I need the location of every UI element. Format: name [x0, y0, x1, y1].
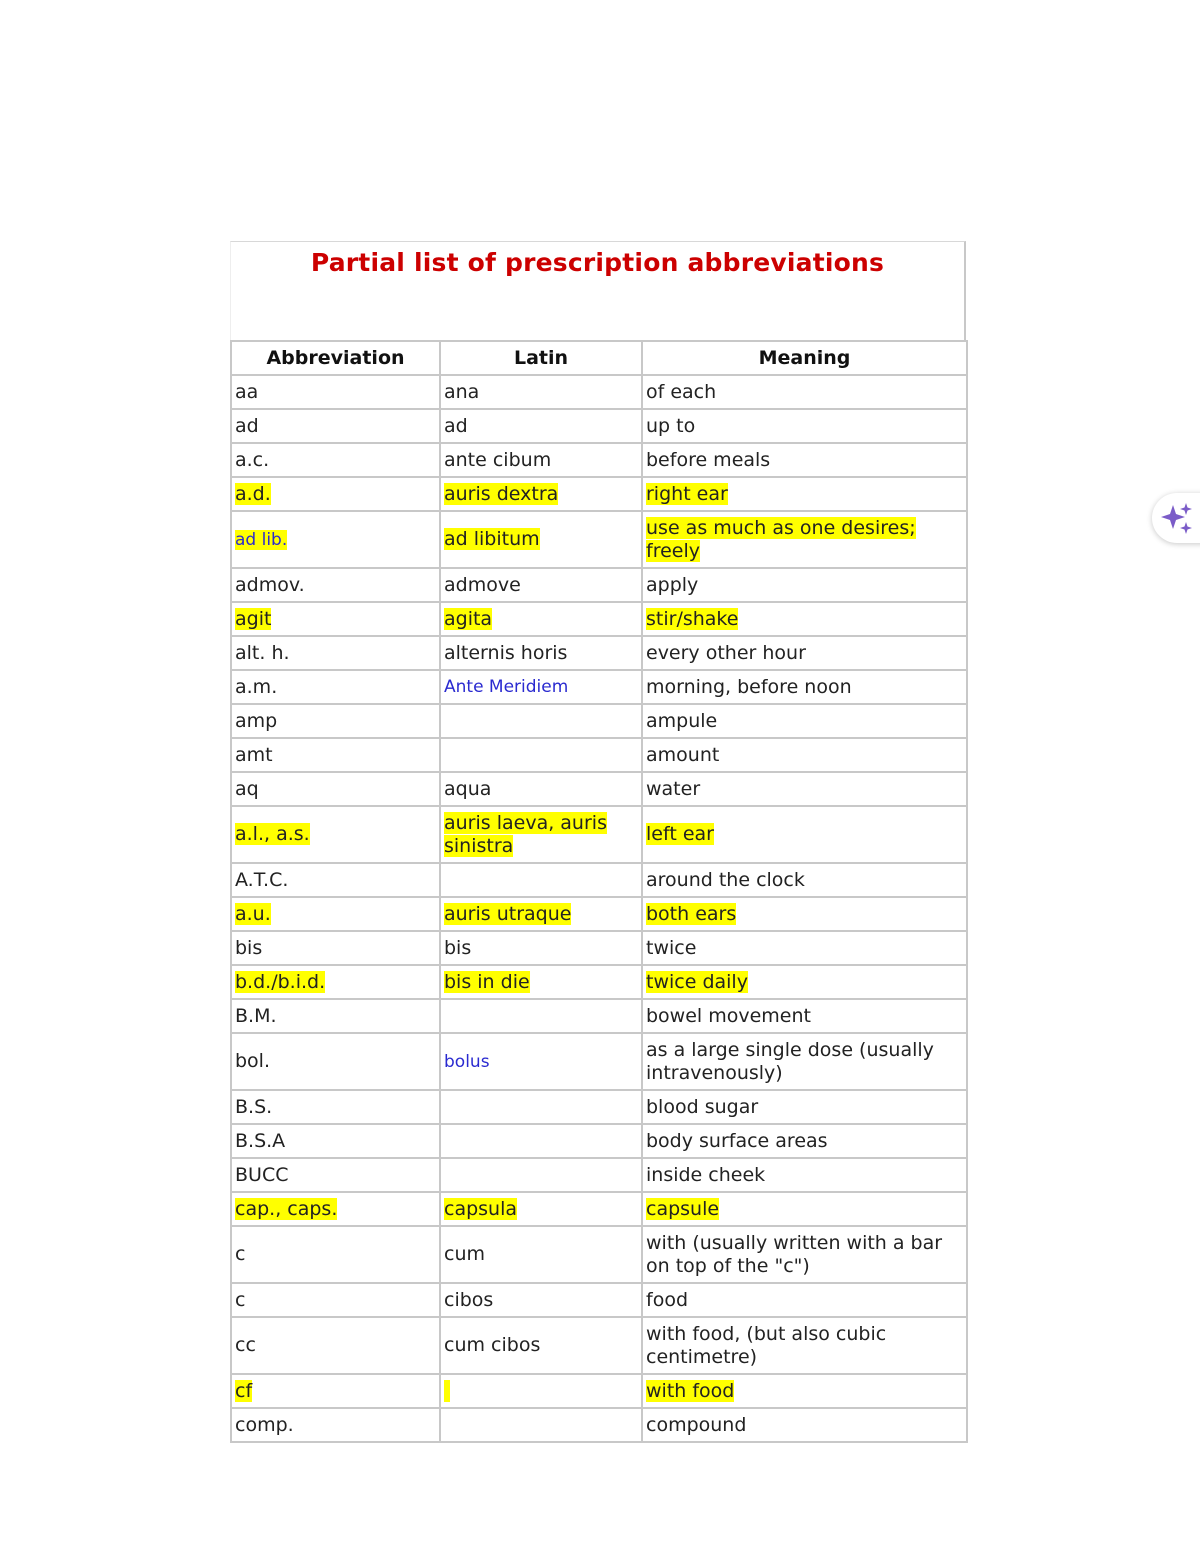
page-title: Partial list of prescription abbreviations [310, 248, 885, 277]
document [230, 241, 966, 1443]
abbreviation-cell [231, 1226, 440, 1283]
table-row [231, 704, 967, 738]
meaning-cell [642, 636, 967, 670]
latin-cell [440, 1283, 642, 1317]
meaning-cell [642, 738, 967, 772]
meaning-cell [642, 1158, 967, 1192]
table-row [231, 409, 967, 443]
meaning-cell [642, 897, 967, 931]
table-row [231, 1283, 967, 1317]
meaning-cell-text: amount [646, 743, 720, 766]
meaning-cell-text: up to [646, 414, 696, 437]
table-row [231, 375, 967, 409]
table-row [231, 443, 967, 477]
table-row [231, 1158, 967, 1192]
meaning-cell [642, 772, 967, 806]
abbreviation-cell [231, 965, 440, 999]
header-row [231, 341, 967, 375]
abbreviation-cell-text: B.S. [235, 1095, 273, 1118]
latin-cell-text: admove [444, 573, 521, 596]
ai-assistant-button[interactable] [1152, 493, 1200, 543]
meaning-cell [642, 931, 967, 965]
abbreviation-cell-text: a.d. [235, 482, 271, 505]
column-header-meaning: Meaning [642, 341, 967, 375]
meaning-cell [642, 1124, 967, 1158]
abbreviation-cell-text: c [235, 1288, 246, 1311]
latin-cell-text: ad [444, 414, 468, 437]
latin-cell [440, 1124, 642, 1158]
abbreviation-cell-text: B.M. [235, 1004, 277, 1027]
table-row [231, 863, 967, 897]
latin-cell [440, 1033, 642, 1090]
meaning-cell [642, 443, 967, 477]
meaning-cell [642, 1226, 967, 1283]
meaning-cell-text: food [646, 1288, 688, 1311]
meaning-cell [642, 568, 967, 602]
latin-cell [440, 1192, 642, 1226]
table-row [231, 738, 967, 772]
meaning-cell [642, 602, 967, 636]
abbreviation-cell [231, 806, 440, 863]
highlight-mark [444, 1380, 450, 1402]
latin-cell-text: auris laeva, auris sinistra [444, 811, 607, 857]
latin-cell [440, 863, 642, 897]
latin-cell-text: ana [444, 380, 480, 403]
meaning-cell-text: apply [646, 573, 699, 596]
table-row [231, 1408, 967, 1442]
table-row [231, 568, 967, 602]
meaning-cell-text: before meals [646, 448, 771, 471]
abbreviation-cell-text: admov. [235, 573, 305, 596]
meaning-cell [642, 1033, 967, 1090]
abbreviation-cell-text: alt. h. [235, 641, 290, 664]
meaning-cell-text: with (usually written with a bar on top of the "c") [646, 1231, 943, 1277]
table-row [231, 670, 967, 704]
table-row [231, 1090, 967, 1124]
sparkle-icon [1160, 502, 1194, 536]
abbreviation-cell-text: cc [235, 1334, 256, 1356]
abbreviation-cell [231, 1408, 440, 1442]
meaning-cell-text: ampule [646, 709, 718, 732]
meaning-cell [642, 1317, 967, 1374]
latin-cell-text[interactable]: bolus [444, 1051, 490, 1072]
meaning-cell-text: morning, before noon [646, 675, 852, 698]
meaning-cell-text: left ear [646, 823, 714, 845]
table-body [231, 375, 967, 1442]
abbreviation-cell [231, 704, 440, 738]
latin-cell [440, 738, 642, 772]
abbreviation-cell [231, 1124, 440, 1158]
abbreviation-cell [231, 1317, 440, 1374]
latin-cell [440, 965, 642, 999]
abbreviation-cell-text: bol. [235, 1050, 271, 1072]
latin-cell [440, 568, 642, 602]
table-row [231, 806, 967, 863]
abbreviation-cell [231, 863, 440, 897]
column-header-latin: Latin [440, 341, 642, 375]
latin-cell [440, 1408, 642, 1442]
meaning-cell [642, 477, 967, 511]
abbreviation-cell [231, 738, 440, 772]
latin-cell [440, 636, 642, 670]
meaning-cell [642, 965, 967, 999]
abbreviation-cell [231, 1033, 440, 1090]
abbreviation-cell-text: A.T.C. [235, 868, 289, 891]
abbreviation-cell [231, 1283, 440, 1317]
meaning-cell [642, 1192, 967, 1226]
latin-cell [440, 806, 642, 863]
abbreviation-cell [231, 772, 440, 806]
abbreviation-cell [231, 1090, 440, 1124]
abbreviation-cell-text: bis [235, 936, 263, 959]
abbreviation-cell [231, 999, 440, 1033]
abbreviation-cell [231, 477, 440, 511]
abbreviation-table [230, 340, 968, 1443]
latin-cell [440, 477, 642, 511]
table-row [231, 1374, 967, 1408]
table-row [231, 1124, 967, 1158]
latin-cell [440, 409, 642, 443]
meaning-cell [642, 1090, 967, 1124]
latin-cell [440, 1158, 642, 1192]
meaning-cell-text: stir/shake [646, 607, 739, 630]
meaning-cell-text: of each [646, 380, 717, 403]
table-row [231, 1317, 967, 1374]
abbreviation-cell-text: agit [235, 607, 272, 630]
latin-cell-text: cum cibos [444, 1334, 541, 1356]
abbreviation-cell-text: cf [235, 1379, 253, 1402]
meaning-cell-text: capsule [646, 1197, 720, 1220]
meaning-cell-text: inside cheek [646, 1163, 766, 1186]
latin-cell-text: capsula [444, 1197, 518, 1220]
abbreviation-cell [231, 409, 440, 443]
latin-cell-text: bis in die [444, 970, 530, 993]
latin-cell-text: cibos [444, 1288, 494, 1311]
table-row [231, 1192, 967, 1226]
abbreviation-cell [231, 1158, 440, 1192]
abbreviation-cell-text: aq [235, 777, 259, 800]
meaning-cell-text: water [646, 777, 701, 800]
table-row [231, 772, 967, 806]
abbreviation-cell-text: b.d./b.i.d. [235, 970, 326, 993]
latin-cell [440, 1090, 642, 1124]
meaning-cell-text: with food, (but also cubic centimetre) [646, 1322, 887, 1368]
abbreviation-cell [231, 1192, 440, 1226]
abbreviation-cell-text: B.S.A [235, 1129, 286, 1152]
latin-cell [440, 704, 642, 738]
table-row [231, 477, 967, 511]
latin-cell-text: auris utraque [444, 902, 572, 925]
abbreviation-cell [231, 375, 440, 409]
latin-cell-text[interactable]: Ante Meridiem [444, 677, 569, 697]
meaning-cell-text: as a large single dose (usually intravenously) [646, 1038, 934, 1084]
table-row [231, 511, 967, 568]
latin-cell-text: ante cibum [444, 448, 552, 471]
latin-cell [440, 1317, 642, 1374]
abbreviation-cell-text: amt [235, 743, 273, 766]
abbreviation-cell [231, 511, 440, 568]
meaning-cell-text: both ears [646, 902, 737, 925]
meaning-cell [642, 806, 967, 863]
latin-cell-text: alternis horis [444, 641, 568, 664]
meaning-cell-text: body surface areas [646, 1129, 828, 1152]
abbreviation-cell-text: a.l., a.s. [235, 823, 310, 845]
abbreviation-cell-text: a.m. [235, 675, 278, 698]
latin-cell-text: cum [444, 1243, 485, 1265]
abbreviation-cell-text: amp [235, 709, 278, 732]
title-box [230, 241, 966, 340]
latin-cell-text: ad libitum [444, 528, 540, 550]
meaning-cell [642, 999, 967, 1033]
table-row [231, 636, 967, 670]
latin-cell [440, 375, 642, 409]
latin-cell-text: bis [444, 936, 472, 959]
meaning-cell [642, 670, 967, 704]
abbreviation-cell [231, 636, 440, 670]
abbreviation-cell [231, 1374, 440, 1408]
latin-cell [440, 602, 642, 636]
column-header-abbreviation: Abbreviation [231, 341, 440, 375]
abbreviation-cell-text: aa [235, 380, 259, 403]
meaning-cell-text: twice daily [646, 970, 748, 993]
meaning-cell [642, 409, 967, 443]
meaning-cell [642, 863, 967, 897]
latin-cell [440, 443, 642, 477]
table-row [231, 1033, 967, 1090]
table-row [231, 897, 967, 931]
meaning-cell-text: use as much as one desires; freely [646, 516, 916, 562]
abbreviation-cell-text: BUCC [235, 1163, 289, 1186]
latin-cell [440, 1374, 642, 1408]
meaning-cell-text: around the clock [646, 868, 805, 891]
latin-cell [440, 999, 642, 1033]
table-row [231, 602, 967, 636]
meaning-cell-text: every other hour [646, 641, 806, 664]
latin-cell [440, 931, 642, 965]
latin-cell-text: agita [444, 607, 493, 630]
meaning-cell-text: right ear [646, 482, 728, 505]
meaning-cell [642, 1374, 967, 1408]
table-row [231, 931, 967, 965]
table-row [231, 1226, 967, 1283]
meaning-cell-text: blood sugar [646, 1095, 759, 1118]
meaning-cell [642, 511, 967, 568]
meaning-cell-text: compound [646, 1413, 747, 1436]
abbreviation-cell [231, 568, 440, 602]
latin-cell [440, 772, 642, 806]
latin-cell [440, 670, 642, 704]
table-row [231, 999, 967, 1033]
meaning-cell-text: twice [646, 936, 697, 959]
abbreviation-cell-text: comp. [235, 1413, 294, 1436]
abbreviation-cell [231, 897, 440, 931]
meaning-cell-text: bowel movement [646, 1004, 811, 1027]
meaning-cell [642, 375, 967, 409]
abbreviation-cell-text: a.u. [235, 902, 271, 925]
latin-cell-text: auris dextra [444, 482, 559, 505]
meaning-cell [642, 704, 967, 738]
latin-cell [440, 511, 642, 568]
abbreviation-cell-text: c [235, 1243, 246, 1265]
abbreviation-cell [231, 931, 440, 965]
latin-cell [440, 897, 642, 931]
abbreviation-cell [231, 602, 440, 636]
abbreviation-cell [231, 443, 440, 477]
latin-cell [440, 1226, 642, 1283]
meaning-cell [642, 1408, 967, 1442]
abbreviation-cell-text: ad [235, 414, 259, 437]
abbreviation-cell-text: a.c. [235, 448, 270, 471]
table-row [231, 965, 967, 999]
meaning-cell-text: with food [646, 1379, 735, 1402]
abbreviation-cell-text: cap., caps. [235, 1197, 338, 1220]
abbreviation-cell [231, 670, 440, 704]
meaning-cell [642, 1283, 967, 1317]
abbreviation-cell-text[interactable]: ad lib. [235, 529, 288, 550]
latin-cell-text: aqua [444, 777, 492, 800]
